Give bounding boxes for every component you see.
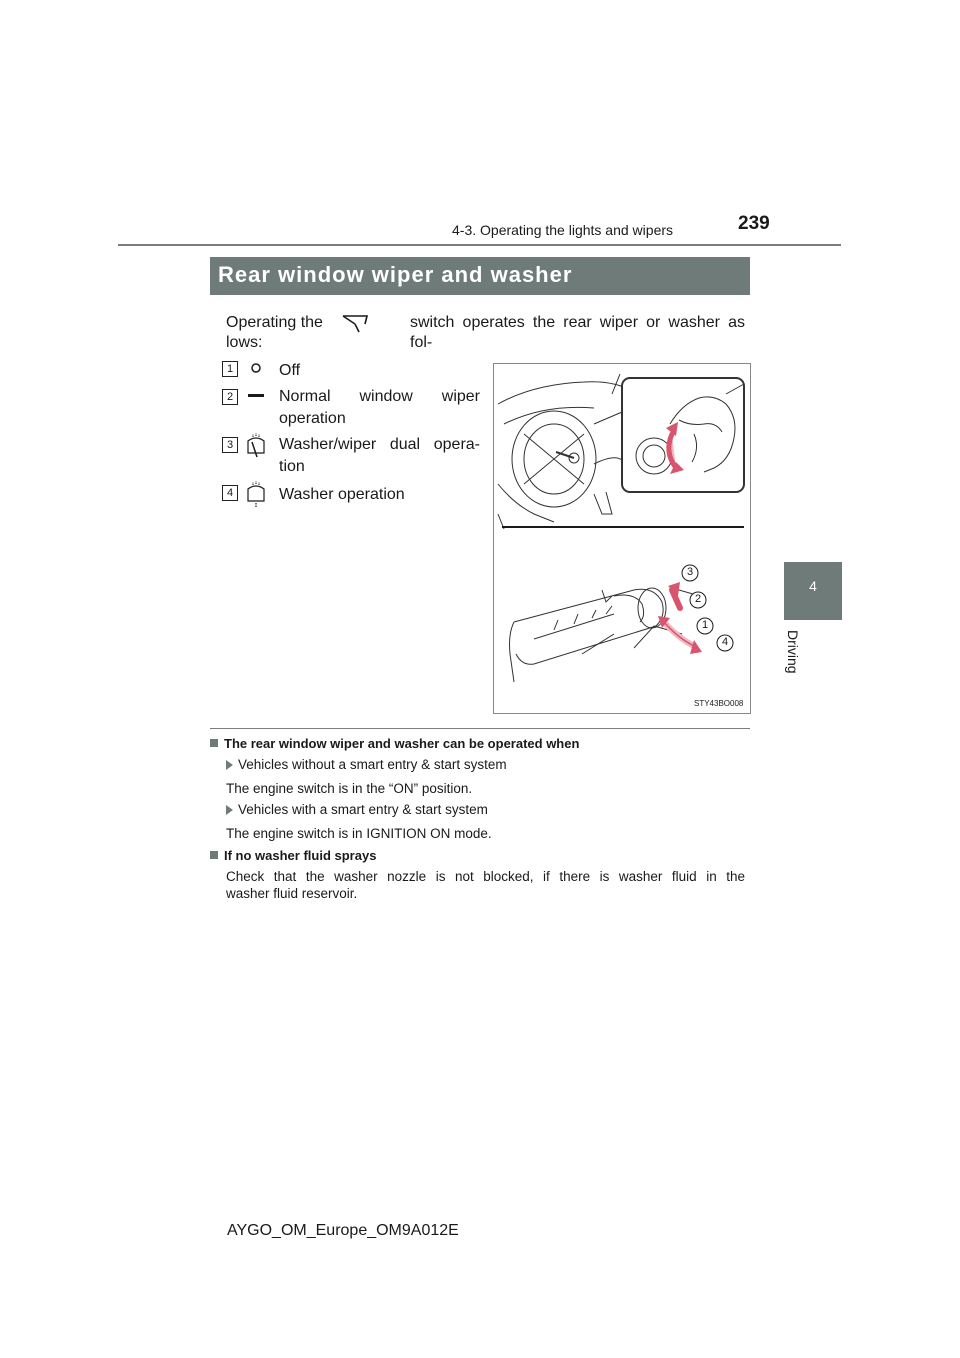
item-text-normal-line1: Normal window wiper	[279, 388, 480, 405]
chapter-tab-label-text: Driving	[785, 630, 801, 674]
chapter-tab-number: 4	[809, 578, 817, 594]
item-number-2: 2	[222, 389, 238, 405]
bullet-arrow-icon	[226, 805, 233, 815]
normal-wiper-icon	[248, 393, 264, 399]
wiper-lever-illustration	[493, 363, 751, 714]
page-number: 239	[738, 213, 770, 234]
washer-icon	[245, 481, 267, 509]
chapter-tab-label	[785, 630, 801, 690]
note-heading-no-fluid	[210, 848, 376, 863]
item-text-normal-line2: operation	[279, 410, 346, 427]
intro-text-middle: switch operates the rear wiper or washer as fol-	[410, 314, 745, 351]
note-body-no-fluid-line2: washer fluid reservoir.	[226, 886, 358, 901]
item-text-dual-line2: tion	[279, 458, 305, 475]
document-code-footer: AYGO_OM_Europe_OM9A012E	[227, 1222, 459, 1239]
item-text-washer: Washer operation	[279, 486, 405, 503]
item-number-1: 1	[222, 361, 238, 377]
note-heading-operation-text: The rear window wiper and washer can be operated when	[224, 736, 580, 751]
figure-code: STY43BO008	[694, 699, 744, 708]
callout-2-label: 2	[694, 593, 702, 605]
rear-wiper-switch-icon	[341, 312, 371, 334]
notes-rule	[210, 728, 750, 729]
note-body-on-position: The engine switch is in the “ON” position.	[226, 781, 473, 796]
item-text-off: Off	[279, 362, 301, 379]
note-marker	[210, 851, 218, 859]
bullet-with-smart-entry-text: Vehicles with a smart entry & start system	[238, 802, 488, 817]
note-body-no-fluid-line1: Check that the washer nozzle is not blocked, if there is washer fluid in the	[226, 869, 745, 884]
item-number-3: 3	[222, 437, 238, 453]
item-text-dual-line1: Washer/wiper dual opera-	[279, 436, 480, 453]
section-heading: Rear window wiper and washer	[218, 262, 573, 287]
wiper-lever-drawing	[494, 364, 750, 713]
bullet-without-smart-entry-text: Vehicles without a smart entry & start system	[238, 757, 507, 772]
intro-text-end: lows:	[226, 334, 263, 351]
off-position-icon	[250, 362, 262, 374]
note-heading-operation	[210, 736, 579, 751]
callout-3-label: 3	[686, 566, 694, 578]
callout-1-label: 1	[701, 619, 709, 631]
intro-text-start: Operating the	[226, 314, 323, 331]
bullet-arrow-icon	[226, 760, 233, 770]
bullet-without-smart-entry	[226, 757, 507, 772]
bullet-with-smart-entry	[226, 802, 488, 817]
note-marker	[210, 739, 218, 747]
section-title: 4-3. Operating the lights and wipers	[452, 222, 674, 238]
note-heading-no-fluid-text: If no washer fluid sprays	[224, 848, 377, 863]
item-number-4: 4	[222, 485, 238, 501]
washer-wiper-dual-icon	[245, 433, 267, 461]
note-body-ignition-on: The engine switch is in IGNITION ON mode.	[226, 826, 492, 841]
header-rule	[118, 244, 841, 246]
callout-4-label: 4	[721, 636, 729, 648]
